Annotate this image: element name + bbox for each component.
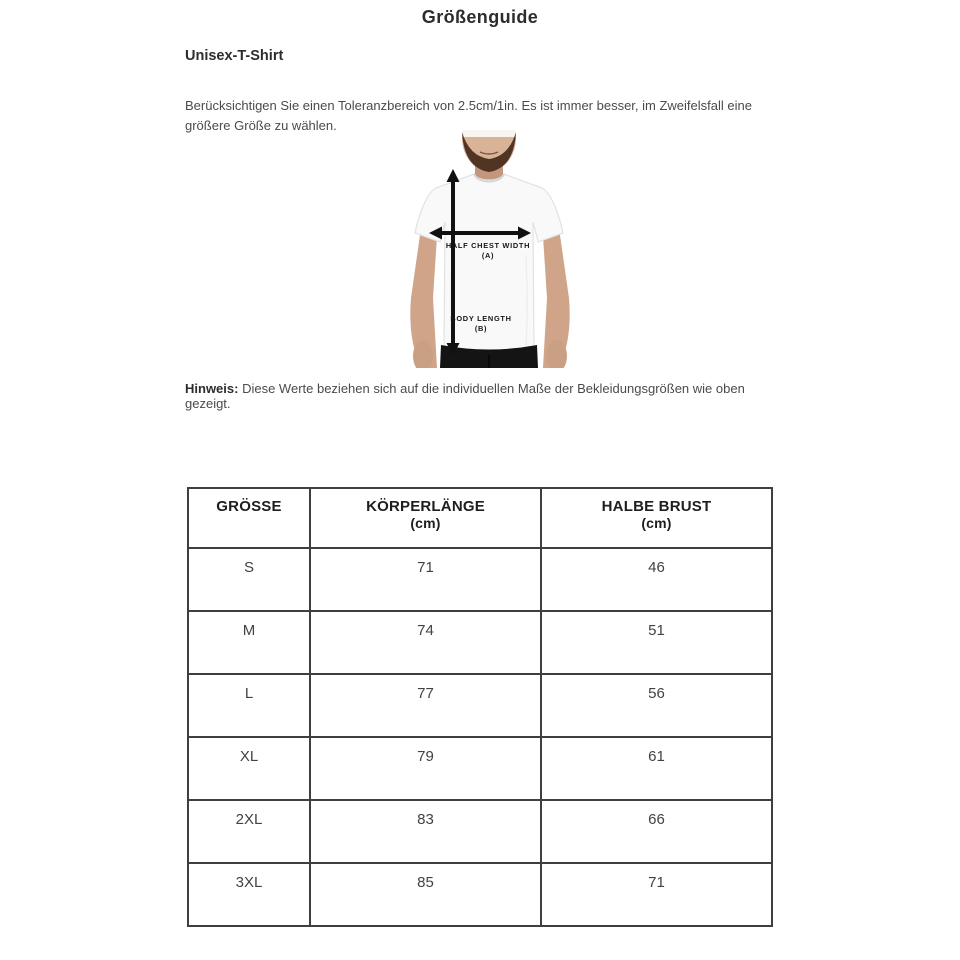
photo-crop-highlight: [458, 130, 520, 137]
cell-chest: 66: [541, 800, 772, 863]
cell-length: 83: [310, 800, 541, 863]
cell-size: 3XL: [188, 863, 310, 926]
cell-chest: 61: [541, 737, 772, 800]
cell-size: S: [188, 548, 310, 611]
page-title: Größenguide: [421, 7, 539, 27]
cell-size: M: [188, 611, 310, 674]
header-half-chest: HALBE BRUST (cm): [541, 488, 772, 548]
body-length-label: BODY LENGTH: [450, 314, 512, 323]
tolerance-note: Berücksichtigen Sie einen Toleranzbereich von 2.5cm/1in. Es ist immer besser, im Zweifelsfall eine größere Größe zu wählen.: [185, 98, 752, 133]
cell-length: 77: [310, 674, 541, 737]
table-row: [188, 548, 772, 611]
header-body-length: KÖRPERLÄNGE (cm): [310, 488, 541, 548]
table-row: [188, 611, 772, 674]
table-row: [188, 674, 772, 737]
cell-length: 79: [310, 737, 541, 800]
cell-length: 74: [310, 611, 541, 674]
chest-width-key: (A): [481, 251, 495, 260]
table-row: [188, 800, 772, 863]
note: [185, 381, 785, 411]
cell-chest: 71: [541, 863, 772, 926]
cell-size: XL: [188, 737, 310, 800]
body-length-key: (B): [474, 324, 488, 333]
note-label: Hinweis:: [185, 381, 239, 396]
note-text: Diese Werte beziehen sich auf die individuellen Maße der Bekleidungsgrößen wie oben gezeigt.: [185, 381, 745, 411]
cell-length: 71: [310, 548, 541, 611]
cell-length: 85: [310, 863, 541, 926]
cell-chest: 51: [541, 611, 772, 674]
tshirt-model-image: [390, 130, 590, 368]
cell-chest: 46: [541, 548, 772, 611]
header-size: GRÖSSE: [188, 488, 310, 548]
cell-size: L: [188, 674, 310, 737]
cell-size: 2XL: [188, 800, 310, 863]
size-table: [187, 487, 773, 927]
table-row: [188, 737, 772, 800]
tshirt: [415, 174, 563, 352]
product-name: Unisex-T-Shirt: [185, 48, 284, 64]
size-diagram: [390, 130, 590, 368]
cell-chest: 56: [541, 674, 772, 737]
table-row: [188, 863, 772, 926]
table-header-row: [188, 488, 772, 548]
chest-width-label: HALF CHEST WIDTH: [445, 241, 531, 250]
